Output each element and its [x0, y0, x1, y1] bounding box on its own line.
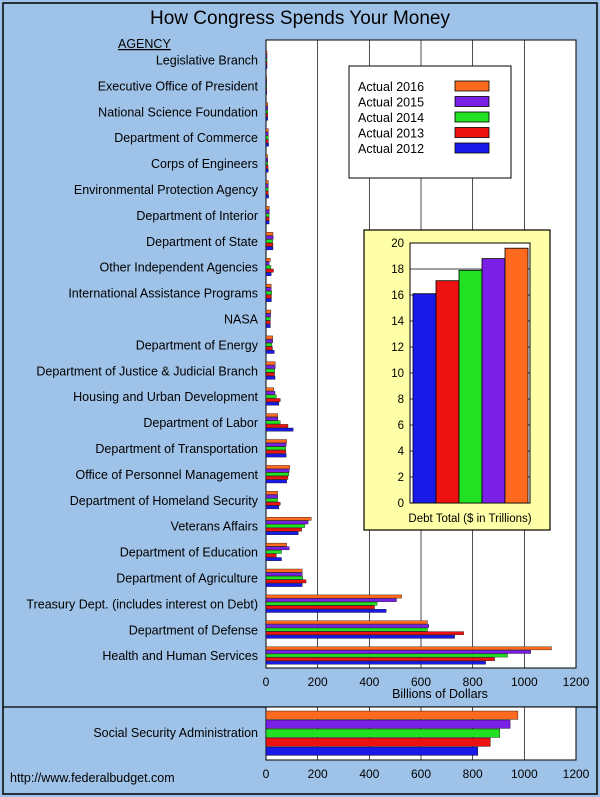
data-bar	[266, 517, 311, 520]
category-label: Department of Transportation	[95, 442, 258, 456]
inset-y-tick: 10	[391, 368, 404, 380]
inset-y-tick: 12	[391, 342, 404, 354]
data-bar	[266, 495, 278, 498]
data-bar	[266, 428, 293, 431]
data-bar	[266, 299, 271, 302]
data-bar	[266, 402, 279, 405]
data-bar	[266, 62, 267, 65]
data-bar	[266, 240, 273, 243]
data-bar	[266, 447, 286, 450]
data-bar	[266, 480, 287, 483]
category-label: Department of Agriculture	[116, 571, 258, 586]
data-bar	[266, 576, 303, 579]
data-bar	[266, 55, 267, 58]
category-labels	[26, 54, 258, 664]
data-bar	[266, 369, 275, 372]
agency-header: AGENCY	[118, 37, 171, 51]
x-tick-label: 1200	[562, 675, 590, 689]
inset-bar	[505, 248, 528, 503]
data-bar	[266, 421, 280, 424]
data-bar	[266, 340, 273, 343]
category-label: Department of Interior	[136, 208, 258, 223]
data-bar	[266, 221, 269, 224]
category-label: Department of State	[146, 234, 258, 249]
data-bar	[266, 214, 269, 217]
data-bar	[266, 310, 271, 313]
data-bar	[266, 136, 268, 139]
data-bar	[266, 606, 375, 609]
inset-y-tick: 0	[397, 498, 404, 510]
data-bar	[266, 624, 429, 627]
data-bar	[266, 117, 268, 120]
data-bar	[266, 188, 268, 191]
x-tick-label: 400	[359, 675, 380, 689]
data-bar	[266, 162, 268, 165]
data-bar	[266, 350, 274, 353]
inset-bar	[436, 281, 459, 503]
data-bar	[266, 554, 276, 557]
category-label: Treasury Dept. (includes interest on Debt)	[26, 597, 258, 612]
category-label: Executive Office of President	[97, 79, 258, 94]
category-label: Corps of Engineers	[150, 157, 258, 172]
data-bar	[266, 491, 278, 494]
data-bar	[266, 265, 271, 268]
data-bar	[266, 388, 274, 391]
inset-y-tick: 6	[397, 420, 404, 432]
data-bar	[266, 114, 268, 117]
data-bar	[266, 51, 267, 54]
data-bar	[266, 391, 275, 394]
legend-label: Actual 2015	[358, 95, 425, 110]
data-bar	[266, 324, 270, 327]
ssa-bar	[266, 738, 490, 746]
data-bar	[266, 502, 280, 505]
data-bar	[266, 595, 402, 598]
data-bar	[266, 232, 273, 235]
debt-inset	[364, 230, 550, 530]
data-bar	[266, 84, 267, 87]
data-bar	[266, 569, 302, 572]
data-bar	[266, 654, 508, 657]
data-bar	[266, 599, 396, 602]
data-bar	[266, 465, 290, 468]
data-bar	[266, 317, 270, 320]
data-bar	[266, 440, 287, 443]
data-bar	[266, 169, 268, 172]
category-label: International Assistance Programs	[68, 286, 258, 301]
data-bar	[266, 414, 278, 417]
data-bar	[266, 65, 267, 68]
legend-label: Actual 2014	[358, 111, 425, 125]
data-bar	[266, 284, 271, 287]
data-bar	[266, 243, 273, 246]
data-bar	[266, 528, 302, 531]
data-bar	[266, 658, 495, 661]
data-bar	[266, 81, 267, 84]
data-bar	[266, 210, 269, 213]
data-bar	[266, 236, 273, 239]
data-bar	[266, 543, 287, 546]
category-label: Legislative Branch	[155, 53, 258, 68]
data-bar	[266, 424, 288, 427]
data-bar	[266, 635, 455, 638]
data-bar	[266, 647, 551, 650]
data-bar	[266, 365, 275, 368]
data-bar	[266, 661, 486, 664]
x-tick-label: 0	[262, 675, 270, 689]
legend-label: Actual 2016	[358, 80, 425, 94]
category-label: Department of Education	[119, 545, 258, 560]
data-bar	[266, 473, 289, 476]
data-bar	[266, 140, 268, 143]
data-bar	[266, 621, 427, 624]
category-label: Department of Defense	[128, 623, 258, 638]
category-label: NASA	[223, 312, 258, 327]
data-bar	[266, 450, 286, 453]
data-bar	[266, 91, 267, 94]
category-label: Veterans Affairs	[170, 519, 258, 534]
data-bar	[266, 532, 298, 535]
data-bar	[266, 609, 386, 612]
data-bar	[266, 343, 272, 346]
inset-x-label: Debt Total ($ in Trillions)	[408, 513, 532, 525]
legend	[349, 66, 511, 178]
category-label: Department of Justice & Judicial Branch	[36, 364, 258, 379]
x-tick-label: 1000	[510, 675, 538, 689]
category-label: Department of Commerce	[114, 131, 258, 146]
ssa-bar	[266, 720, 510, 728]
data-bar	[266, 269, 273, 272]
data-bar	[266, 469, 289, 472]
data-bar	[266, 417, 278, 420]
ssa-bar	[266, 747, 478, 755]
data-bar	[266, 454, 286, 457]
data-bar	[266, 650, 531, 653]
data-bar	[266, 395, 276, 398]
data-bar	[266, 262, 269, 265]
data-bar	[266, 499, 278, 502]
data-bar	[266, 165, 268, 168]
data-bar	[266, 550, 282, 553]
data-bar	[266, 476, 288, 479]
data-bar	[266, 217, 269, 220]
data-bar	[266, 291, 272, 294]
category-label: Health and Human Services	[102, 649, 258, 664]
data-bar	[266, 583, 302, 586]
data-bar	[266, 273, 271, 276]
data-bar	[266, 77, 267, 80]
inset-y-tick: 2	[397, 472, 404, 484]
legend-label: Actual 2013	[358, 126, 425, 141]
x-tick-label: 800	[462, 675, 483, 689]
category-label: Other Independent Agencies	[99, 260, 258, 275]
inset-y-tick: 14	[391, 316, 404, 328]
data-bar	[266, 258, 270, 261]
data-bar	[266, 195, 269, 198]
data-bar	[266, 155, 268, 158]
data-bar	[266, 362, 275, 365]
ssa-x-tick: 200	[307, 767, 328, 781]
ssa-x-tick: 1000	[510, 767, 538, 781]
chart-title: How Congress Spends Your Money	[150, 8, 450, 29]
data-bar	[266, 521, 308, 524]
data-bar	[266, 376, 275, 379]
data-bar	[266, 103, 268, 106]
data-bar	[266, 399, 280, 402]
data-bar	[266, 132, 268, 135]
data-bar	[266, 206, 269, 209]
source-url[interactable]: http://www.federalbudget.com	[10, 771, 175, 785]
legend-swatch	[455, 143, 489, 153]
data-bar	[266, 628, 427, 631]
data-bar	[266, 143, 269, 146]
data-bar	[266, 580, 306, 583]
data-bar	[266, 443, 286, 446]
data-bar	[266, 88, 267, 91]
ssa-label: Social Security Administration	[93, 726, 258, 740]
data-bar	[266, 506, 279, 509]
inset-bar	[482, 259, 505, 503]
legend-label: Actual 2012	[358, 142, 425, 156]
category-label: Environmental Protection Agency	[73, 183, 258, 197]
legend-swatch	[455, 97, 489, 107]
data-bar	[266, 110, 268, 113]
x-tick-label: 200	[307, 675, 328, 689]
ssa-bar	[266, 729, 500, 737]
data-bar	[266, 524, 305, 527]
x-tick-label: 600	[410, 675, 432, 689]
data-bar	[266, 558, 282, 561]
category-label: Department of Energy	[135, 338, 258, 353]
data-bar	[266, 181, 268, 184]
data-bar	[266, 184, 268, 187]
data-bar	[266, 129, 268, 132]
data-bar	[266, 573, 302, 576]
data-bar	[266, 158, 268, 161]
data-bar	[266, 632, 464, 635]
inset-bar	[413, 294, 436, 503]
data-bar	[266, 602, 377, 605]
data-bar	[266, 314, 271, 317]
category-label: Office of Personnel Management	[75, 467, 258, 482]
data-bar	[266, 321, 270, 324]
ssa-x-tick: 600	[410, 767, 432, 781]
category-label: Housing and Urban Development	[73, 390, 258, 405]
ssa-x-tick: 400	[359, 767, 380, 781]
data-bar	[266, 191, 268, 194]
data-bar	[266, 247, 273, 250]
inset-bar	[459, 270, 482, 503]
category-label: Department of Homeland Security	[69, 493, 258, 508]
data-bar	[266, 347, 272, 350]
ssa-bar	[266, 711, 518, 719]
inset-y-tick: 8	[397, 394, 404, 406]
inset-y-tick: 20	[391, 238, 404, 250]
category-label: Department of Labor	[143, 416, 258, 431]
data-bar	[266, 106, 268, 109]
legend-swatch	[455, 81, 489, 91]
category-label: National Science Foundation	[98, 105, 258, 120]
inset-y-tick: 18	[391, 264, 404, 276]
legend-swatch	[455, 128, 489, 138]
data-bar	[266, 58, 267, 61]
ssa-x-tick: 0	[262, 767, 270, 781]
data-bar	[266, 295, 271, 298]
data-bar	[266, 336, 273, 339]
ssa-x-tick: 1200	[562, 767, 590, 781]
data-bar	[266, 373, 275, 376]
data-bar	[266, 288, 271, 291]
inset-y-tick: 4	[397, 446, 404, 458]
ssa-x-tick: 800	[462, 767, 483, 781]
legend-swatch	[455, 112, 489, 122]
x-axis-label: Billions of Dollars	[392, 687, 488, 701]
data-bar	[266, 547, 289, 550]
inset-y-tick: 16	[391, 290, 404, 302]
